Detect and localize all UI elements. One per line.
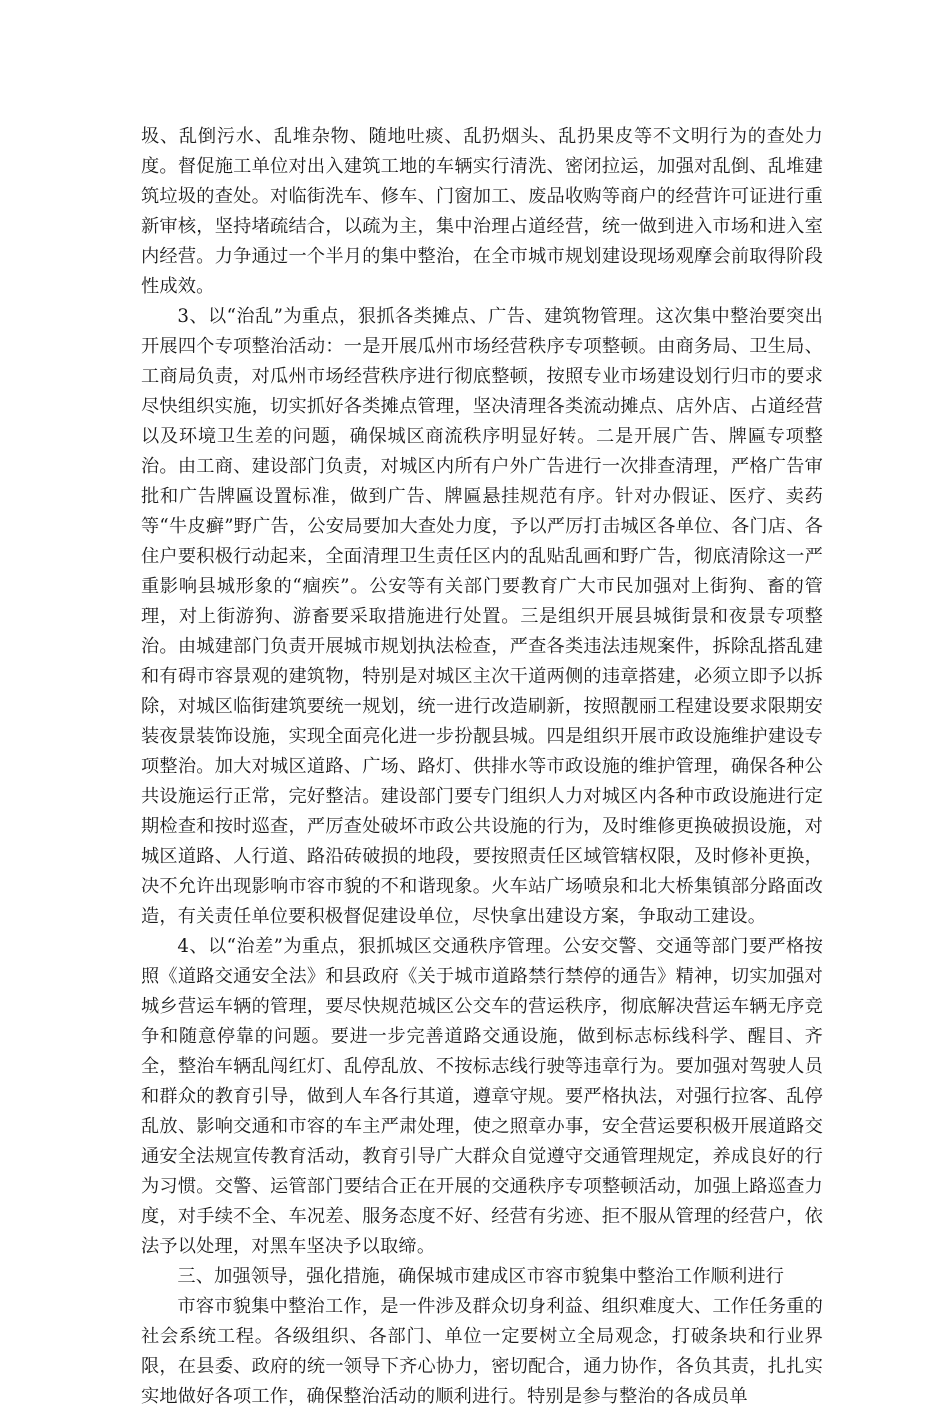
paragraph-item-3: 3、以“治乱”为重点，狠抓各类摊点、广告、建筑物管理。这次集中整治要突出开展四个专项整治活动：一是开展瓜州市场经营秩序专项整顿。由商务局、卫生局、工商局负责，对瓜州市场经营秩序进行彻底整顿，按照专业市场建设划行归市的要求尽快组织实施，切实抓好各类摊点管理，坚决清理各类流动摊点、店外店、占道经营以及环境卫生差的问题，确保城区商流秩序明显好转。二是开展广告、牌匾专项整治。由工商、建设部门负责，对城区内所有户外广告进行一次排查清理，严格广告审批和广告牌匾设置标准，做到广告、牌匾悬挂规范有序。针对办假证、医疗、卖药等“牛皮癣”野广告，公安局要加大查处力度，予以严厉打击城区各单位、各门店、各住户要积极行动起来，全面清理卫生责任区内的乱贴乱画和野广告，彻底清除这一严重影响县城形象的“痼疾”。公安等有关部门要教育广大市民加强对上街狗、畜的管理，对上街游狗、游畜要采取措施进行处置。三是组织开展县城街景和夜景专项整治。由城建部门负责开展城市规划执法检查，严查各类违法违规案件，拆除乱搭乱建和有碍市容景观的建筑物，特别是对城区主次干道两侧的违章搭建，必须立即予以拆除，对城区临街建筑要统一规划，统一进行改造刷新，按照靓丽工程建设要求限期安装夜景装饰设施，实现全面亮化进一步扮靓县城。四是组织开展市政设施维护建设专项整治。加大对城区道路、广场、路灯、供排水等市政设施的维护管理，确保各种公共设施运行正常，完好整洁。建设部门要专门组织人力对城区内各种市政设施进行定期检查和按时巡查，严厉查处破坏市政公共设施的行为，及时维修更换破损设施，对城区道路、人行道、路沿砖破损的地段，要按照责任区域管辖权限，及时修补更换，决不允许出现影响市容市貌的不和谐现象。火车站广场喷泉和北大桥集镇部分路面改造，有关责任单位要积极督促建设单位，尽快拿出建设方案，争取动工建设。 — [141, 306, 823, 927]
section-heading-3: 三、加强领导，强化措施，确保城市建成区市容市貌集中整治工作顺利进行 — [177, 1266, 785, 1287]
paragraph-section-3-body: 市容市貌集中整治工作，是一件涉及群众切身利益、组织难度大、工作任务重的社会系统工程。各级组织、各部门、单位一定要树立全局观念，打破条块和行业界限，在县委、政府的统一领导下齐心协力，密切配合，通力协作，各负其责，扎扎实实地做好各项工作，确保整治活动的顺利进行。特别是参与整治的各成员单 — [141, 1296, 823, 1407]
document-body — [141, 122, 823, 1412]
paragraph-continued: 圾、乱倒污水、乱堆杂物、随地吐痰、乱扔烟头、乱扔果皮等不文明行为的查处力度。督促施工单位对出入建筑工地的车辆实行清洗、密闭拉运，加强对乱倒、乱堆建筑垃圾的查处。对临街洗车、修车、门窗加工、废品收购等商户的经营许可证进行重新审核，坚持堵疏结合，以疏为主，集中治理占道经营，统一做到进入市场和进入室内经营。力争通过一个半月的集中整治，在全市城市规划建设现场观摩会前取得阶段性成效。 — [141, 126, 823, 297]
paragraph-item-4: 4、以“治差”为重点，狠抓城区交通秩序管理。公安交警、交通等部门要严格按照《道路交通安全法》和县政府《关于城市道路禁行禁停的通告》精神，切实加强对城乡营运车辆的管理，要尽快规范城区公交车的营运秩序，彻底解决营运车辆无序竞争和随意停靠的问题。要进一步完善道路交通设施，做到标志标线科学、醒目、齐全，整治车辆乱闯红灯、乱停乱放、不按标志线行驶等违章行为。要加强对驾驶人员和群众的教育引导，做到人车各行其道，遵章守规。要严格执法，对强行拉客、乱停乱放、影响交通和市容的车主严肃处理，使之照章办事，安全营运要积极开展道路交通安全法规宣传教育活动，教育引导广大群众自觉遵守交通管理规定，养成良好的行为习惯。交警、运管部门要结合正在开展的交通秩序专项整顿活动，加强上路巡查力度，对手续不全、车况差、服务态度不好、经营有劣迹、拒不服从管理的经营户，依法予以处理，对黑车坚决予以取缔。 — [141, 936, 823, 1257]
